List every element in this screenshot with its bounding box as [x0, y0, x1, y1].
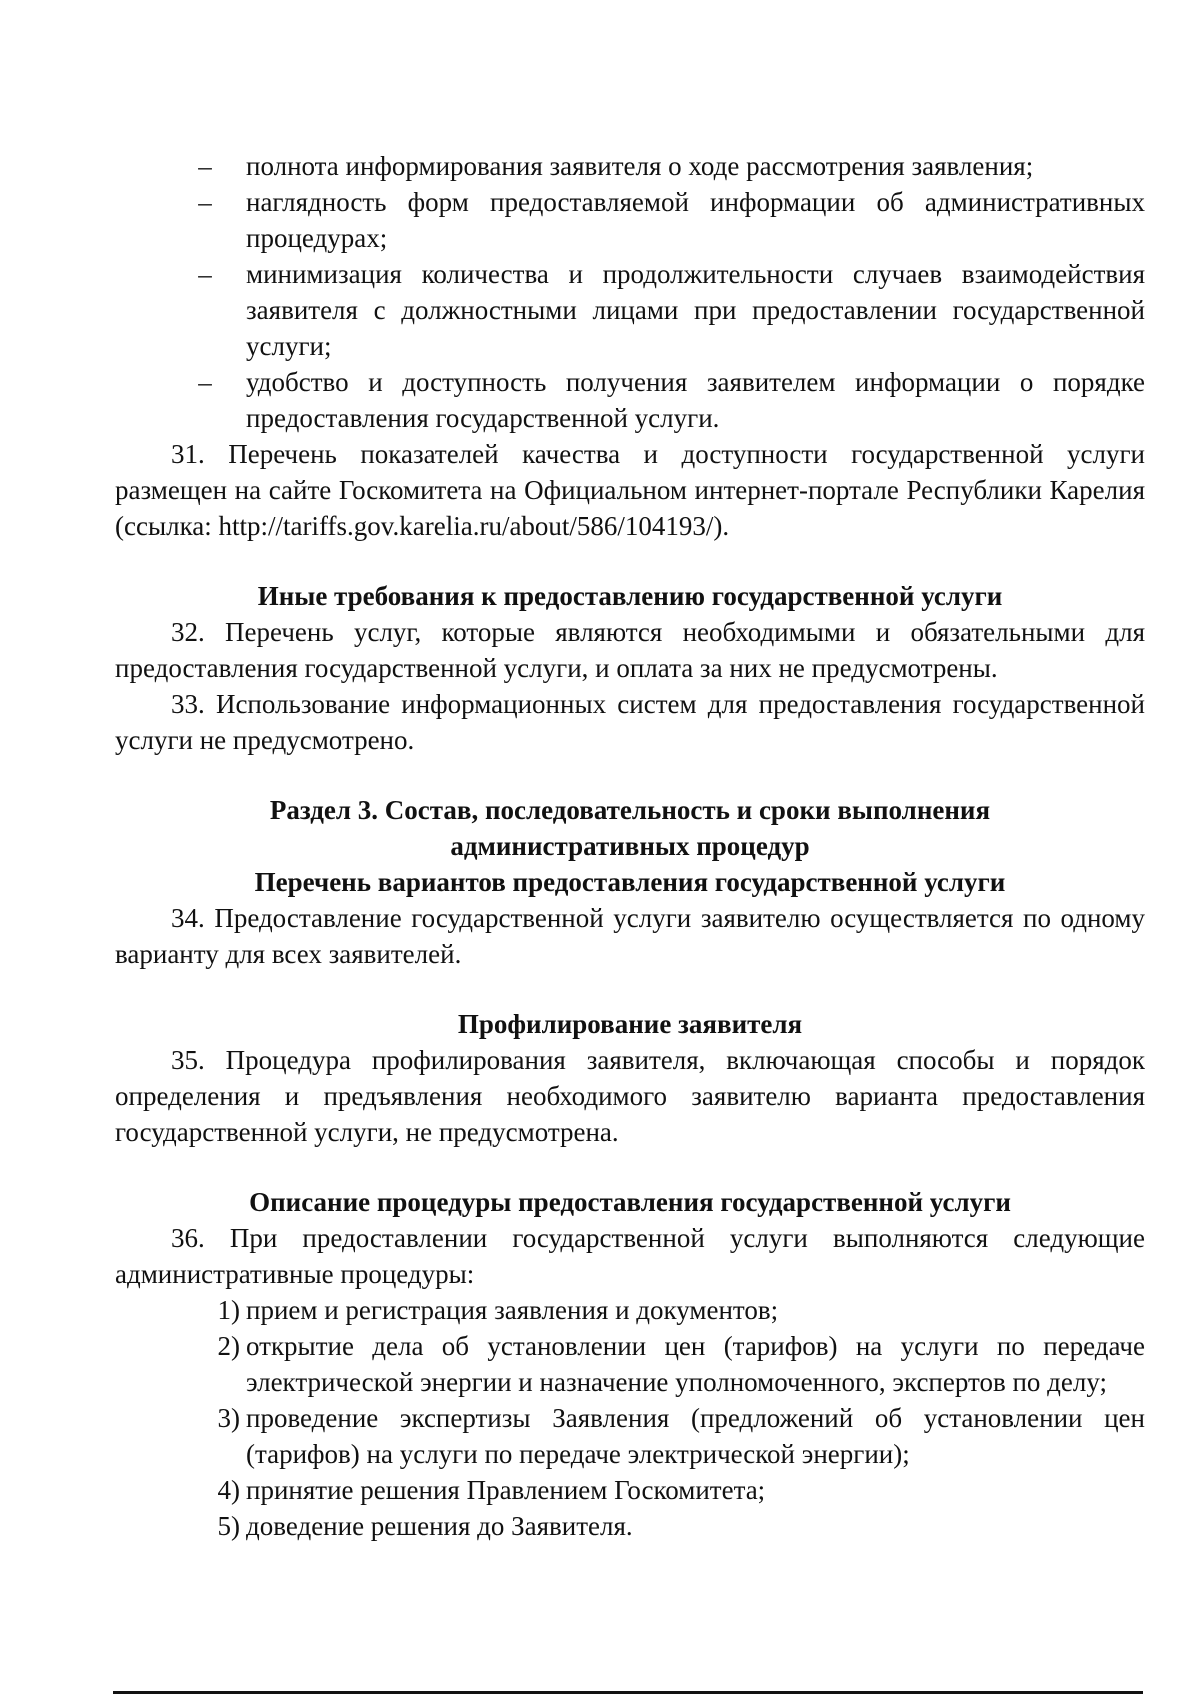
paragraph-35: 35. Процедура профилирования заявителя, включающая способы и порядок определения и предъявления необходимого заявителю варианта предоставления государственной услуги, не предусмотрена.: [115, 1045, 1145, 1147]
dash-marker: –: [198, 151, 212, 181]
list-item-text: открытие дела об установлении цен (тарифов) на услуги по передаче электрической энергии и назначение уполномоченного, экспертов по делу;: [246, 1331, 1145, 1397]
paragraph-34: 34. Предоставление государственной услуги заявителю осуществляется по одному варианту для всех заявителей.: [115, 903, 1145, 969]
list-item: [115, 1400, 1145, 1472]
list-item-text: наглядность форм предоставляемой информации об административных процедурах;: [246, 187, 1145, 253]
quality-criteria-list: [115, 148, 1145, 436]
document-page: [115, 148, 1145, 1544]
list-item: [115, 256, 1145, 364]
section-3-title-line-2: административных процедур: [450, 831, 810, 861]
item-number: 3): [217, 1403, 240, 1433]
list-item-text: удобство и доступность получения заявителем информации о порядке предоставления государственной услуги.: [246, 367, 1145, 433]
procedures-list: [115, 1292, 1145, 1544]
heading-variants: Перечень вариантов предоставления государственной услуги: [254, 867, 1006, 897]
paragraph-36: 36. При предоставлении государственной услуги выполняются следующие административные процедуры:: [115, 1223, 1145, 1289]
heading-other-requirements: Иные требования к предоставлению государственной услуги: [257, 581, 1003, 611]
list-item: [115, 148, 1145, 184]
list-item-text: минимизация количества и продолжительности случаев взаимодействия заявителя с должностными лицами при предоставлении государственной услуги;: [246, 259, 1145, 361]
dash-marker: –: [198, 187, 212, 217]
list-item-text: полнота информирования заявителя о ходе рассмотрения заявления;: [246, 151, 1034, 181]
list-item: [115, 1508, 1145, 1544]
paragraph-31: 31. Перечень показателей качества и доступности государственной услуги размещен на сайте Госкомитета на Официальном интернет-портале Республики Карелия (ссылка: http://tariffs.gov.karelia.ru/about/586/104193/).: [115, 439, 1145, 541]
list-item-text: прием и регистрация заявления и документов;: [246, 1295, 779, 1325]
paragraph-33: 33. Использование информационных систем для предоставления государственной услуги не предусмотрено.: [115, 689, 1145, 755]
heading-profiling: Профилирование заявителя: [457, 1009, 803, 1039]
list-item: [115, 364, 1145, 436]
bottom-rule-divider: [113, 1691, 1143, 1694]
list-item: [115, 184, 1145, 256]
item-number: 1): [217, 1295, 240, 1325]
dash-marker: –: [198, 367, 212, 397]
list-item: [115, 1472, 1145, 1508]
list-item-text: проведение экспертизы Заявления (предложений об установлении цен (тарифов) на услуги по передаче электрической энергии);: [246, 1403, 1145, 1469]
dash-marker: –: [198, 259, 212, 289]
item-number: 5): [217, 1511, 240, 1541]
list-item-text: принятие решения Правлением Госкомитета;: [246, 1475, 766, 1505]
item-number: 2): [217, 1331, 240, 1361]
section-3-title-line-1: Раздел 3. Состав, последовательность и сроки выполнения: [269, 795, 991, 825]
paragraph-32: 32. Перечень услуг, которые являются необходимыми и обязательными для предоставления государственной услуги, и оплата за них не предусмотрены.: [115, 617, 1145, 683]
item-number: 4): [217, 1475, 240, 1505]
heading-procedure-description: Описание процедуры предоставления государственной услуги: [249, 1187, 1011, 1217]
list-item: [115, 1328, 1145, 1400]
list-item: [115, 1292, 1145, 1328]
list-item-text: доведение решения до Заявителя.: [246, 1511, 633, 1541]
